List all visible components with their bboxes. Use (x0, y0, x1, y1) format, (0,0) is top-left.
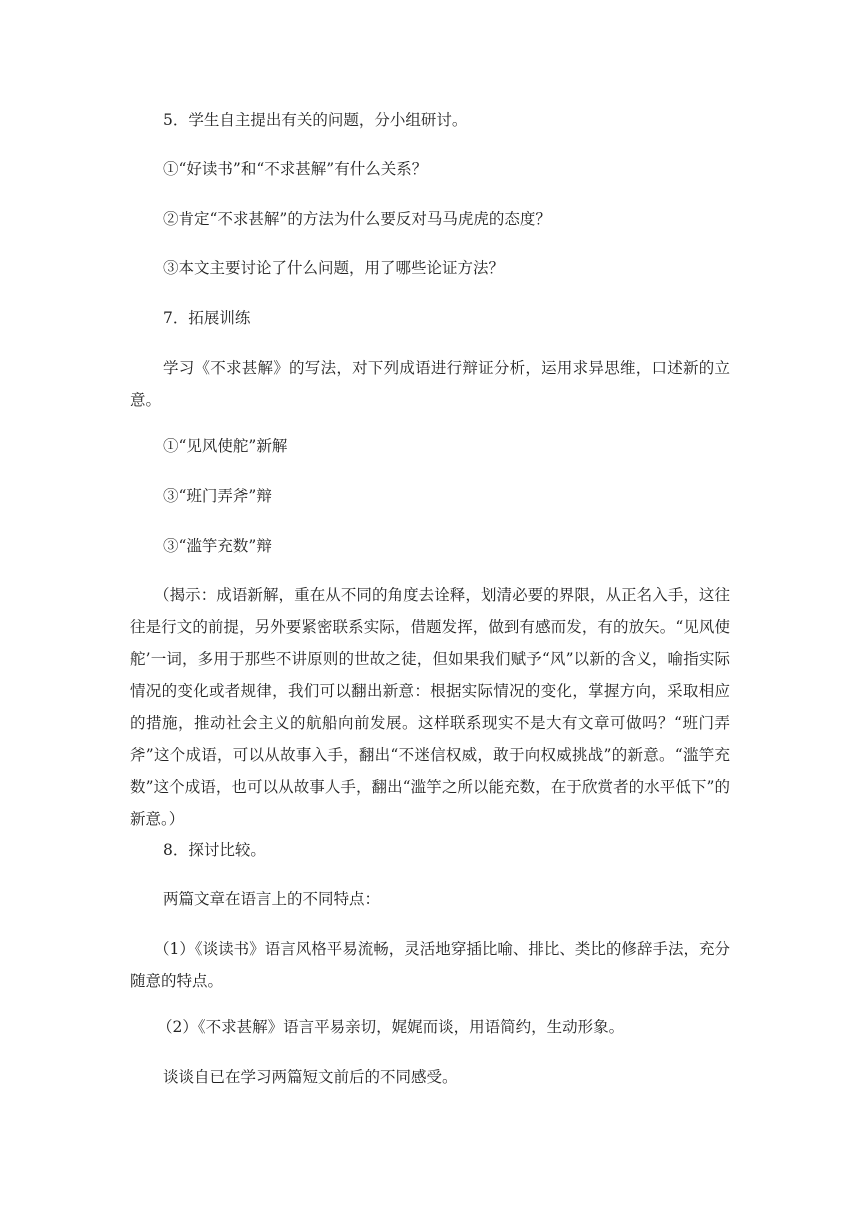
paragraph-explanation: （揭示：成语新解，重在从不同的角度去诠释，划清必要的界限，从正名入手，这往往是行文的前提，另外要紧密联系实际，借题发挥，做到有感而发，有的放矢。“见风使舵’一词，多用于那些不讲原则的世故之徒，但如果我们赋予“风”以新的含义，喻指实际情况的变化或者规律，我们可以翻出新意：根据实际情况的变化，掌握方向，采取相应的措施，推动社会主义的航船向前发展。这样联系现实不是大有文章可做吗？“班门弄斧”这个成语，可以从故事入手，翻出“不迷信权威，敢于向权威挑战”的新意。“滥竽充数”这个成语，也可以从故事人手，翻出“滥竽之所以能充数，在于欣赏者的水平低下”的新意。） (130, 586, 730, 828)
paragraph-step5: 5．学生自主提出有关的问题，分小组研讨。 (163, 111, 468, 129)
paragraph-step7: 7．拓展训练 (163, 309, 251, 327)
paragraph-exercise-intro: 学习《不求甚解》的写法，对下列成语进行辩证分析，运用求异思维，口述新的立意。 (130, 359, 730, 409)
comparison-item-1: （1）《谈读书》语言风格平易流畅，灵活地穿插比喻、排比、类比的修辞手法，充分随意的特点。 (130, 940, 730, 990)
question-3: ③本文主要讨论了什么问题，用了哪些论证方法？ (163, 259, 505, 277)
comparison-item-2: （2）《不求甚解》语言平易亲切，娓娓而谈，用语简约，生动形象。 (157, 1018, 625, 1036)
paragraph-compare-intro: 两篇文章在语言上的不同特点： (163, 890, 381, 908)
idiom-item-2: ③“班门弄斧”辩 (163, 487, 272, 505)
idiom-item-1: ①“见风使舵”新解 (163, 437, 288, 455)
paragraph-reflection: 谈谈自已在学习两篇短文前后的不同感受。 (163, 1068, 458, 1086)
paragraph-step8: 8．探讨比较。 (163, 841, 266, 859)
idiom-item-3: ③“滥竽充数”辩 (163, 537, 272, 555)
question-2: ②肯定“不求甚解”的方法为什么要反对马马虎虎的态度？ (163, 210, 551, 228)
question-1: ①“好读书”和“不求甚解”有什么关系？ (163, 160, 428, 178)
